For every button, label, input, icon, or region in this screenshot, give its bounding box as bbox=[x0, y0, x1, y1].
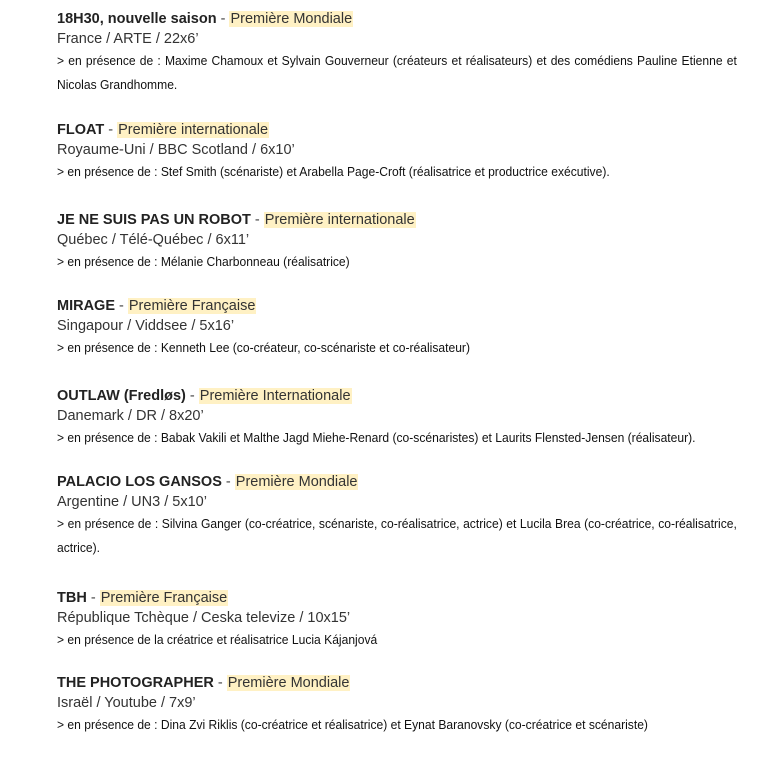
series-meta: Israël / Youtube / 7x9’ bbox=[57, 695, 196, 711]
program-entry bbox=[57, 120, 737, 184]
series-title: JE NE SUIS PAS UN ROBOT bbox=[57, 212, 251, 228]
program-entry bbox=[57, 588, 737, 652]
premiere-label: Première Mondiale bbox=[227, 675, 350, 691]
premiere-label: Première Mondiale bbox=[235, 474, 358, 490]
guests-text: > en présence de : Dina Zvi Riklis (co-créatrice et réalisatrice) et Eynat Baranovsky (co-créatrice et scénariste) bbox=[57, 717, 648, 732]
separator: - bbox=[216, 11, 230, 27]
series-title: PALACIO LOS GANSOS bbox=[57, 474, 222, 490]
series-title: TBH bbox=[57, 590, 87, 606]
series-title: OUTLAW (Fredløs) bbox=[57, 388, 186, 404]
series-meta: Québec / Télé-Québec / 6x11’ bbox=[57, 232, 250, 248]
separator: - bbox=[250, 212, 264, 228]
guests-text: > en présence de : Babak Vakili et Malthe Jagd Miehe-Renard (co-scénaristes) et Laurits Flensted-Jensen (réalisateur). bbox=[57, 430, 696, 445]
series-meta: Singapour / Viddsee / 5x16’ bbox=[57, 318, 235, 334]
entry-heading bbox=[57, 296, 737, 316]
premiere-label: Première Française bbox=[100, 590, 228, 606]
program-entry bbox=[57, 472, 737, 560]
guests-text: > en présence de : Silvina Ganger (co-créatrice, scénariste, co-réalisatrice, actrice) et Lucila Brea (co-créatrice, co-réalisatrice, actrice). bbox=[57, 516, 737, 555]
series-meta: Danemark / DR / 8x20’ bbox=[57, 408, 204, 424]
guests-text: > en présence de la créatrice et réalisatrice Lucia Kájanjová bbox=[57, 632, 378, 647]
series-title: THE PHOTOGRAPHER bbox=[57, 675, 214, 691]
program-entry bbox=[57, 9, 737, 97]
series-title: FLOAT bbox=[57, 122, 105, 138]
series-title: MIRAGE bbox=[57, 298, 115, 314]
entry-heading bbox=[57, 588, 737, 608]
separator: - bbox=[115, 298, 128, 314]
guests-text: > en présence de : Mélanie Charbonneau (réalisatrice) bbox=[57, 254, 350, 269]
separator: - bbox=[213, 675, 227, 691]
series-meta: République Tchèque / Ceska televize / 10x15’ bbox=[57, 610, 351, 626]
separator: - bbox=[86, 590, 100, 606]
premiere-label: Première internationale bbox=[264, 212, 415, 228]
premiere-label: Première Mondiale bbox=[230, 11, 353, 27]
entry-heading bbox=[57, 210, 737, 230]
series-meta: Argentine / UN3 / 5x10’ bbox=[57, 494, 207, 510]
program-entry bbox=[57, 210, 737, 274]
guests-text: > en présence de : Stef Smith (scénariste) et Arabella Page-Croft (réalisatrice et productrice exécutive). bbox=[57, 164, 610, 179]
separator: - bbox=[185, 388, 199, 404]
series-meta: France / ARTE / 22x6’ bbox=[57, 31, 199, 47]
series-title: 18H30, nouvelle saison bbox=[57, 11, 217, 27]
premiere-label: Première Française bbox=[128, 298, 256, 314]
program-entry bbox=[57, 296, 737, 360]
premiere-label: Première Internationale bbox=[199, 388, 351, 404]
entry-heading bbox=[57, 9, 737, 29]
entry-heading bbox=[57, 673, 737, 693]
series-meta: Royaume-Uni / BBC Scotland / 6x10’ bbox=[57, 142, 295, 158]
guests-text: > en présence de : Maxime Chamoux et Sylvain Gouverneur (créateurs et réalisateurs) et des comédiens Pauline Etienne et Nicolas Grandhomme. bbox=[57, 53, 737, 92]
program-entry bbox=[57, 386, 737, 450]
guests-text: > en présence de : Kenneth Lee (co-créateur, co-scénariste et co-réalisateur) bbox=[57, 340, 470, 355]
entry-heading bbox=[57, 472, 737, 492]
program-entry bbox=[57, 673, 737, 737]
entry-heading bbox=[57, 386, 737, 406]
entry-heading bbox=[57, 120, 737, 140]
premiere-label: Première internationale bbox=[118, 122, 269, 138]
separator: - bbox=[104, 122, 118, 138]
separator: - bbox=[221, 474, 235, 490]
